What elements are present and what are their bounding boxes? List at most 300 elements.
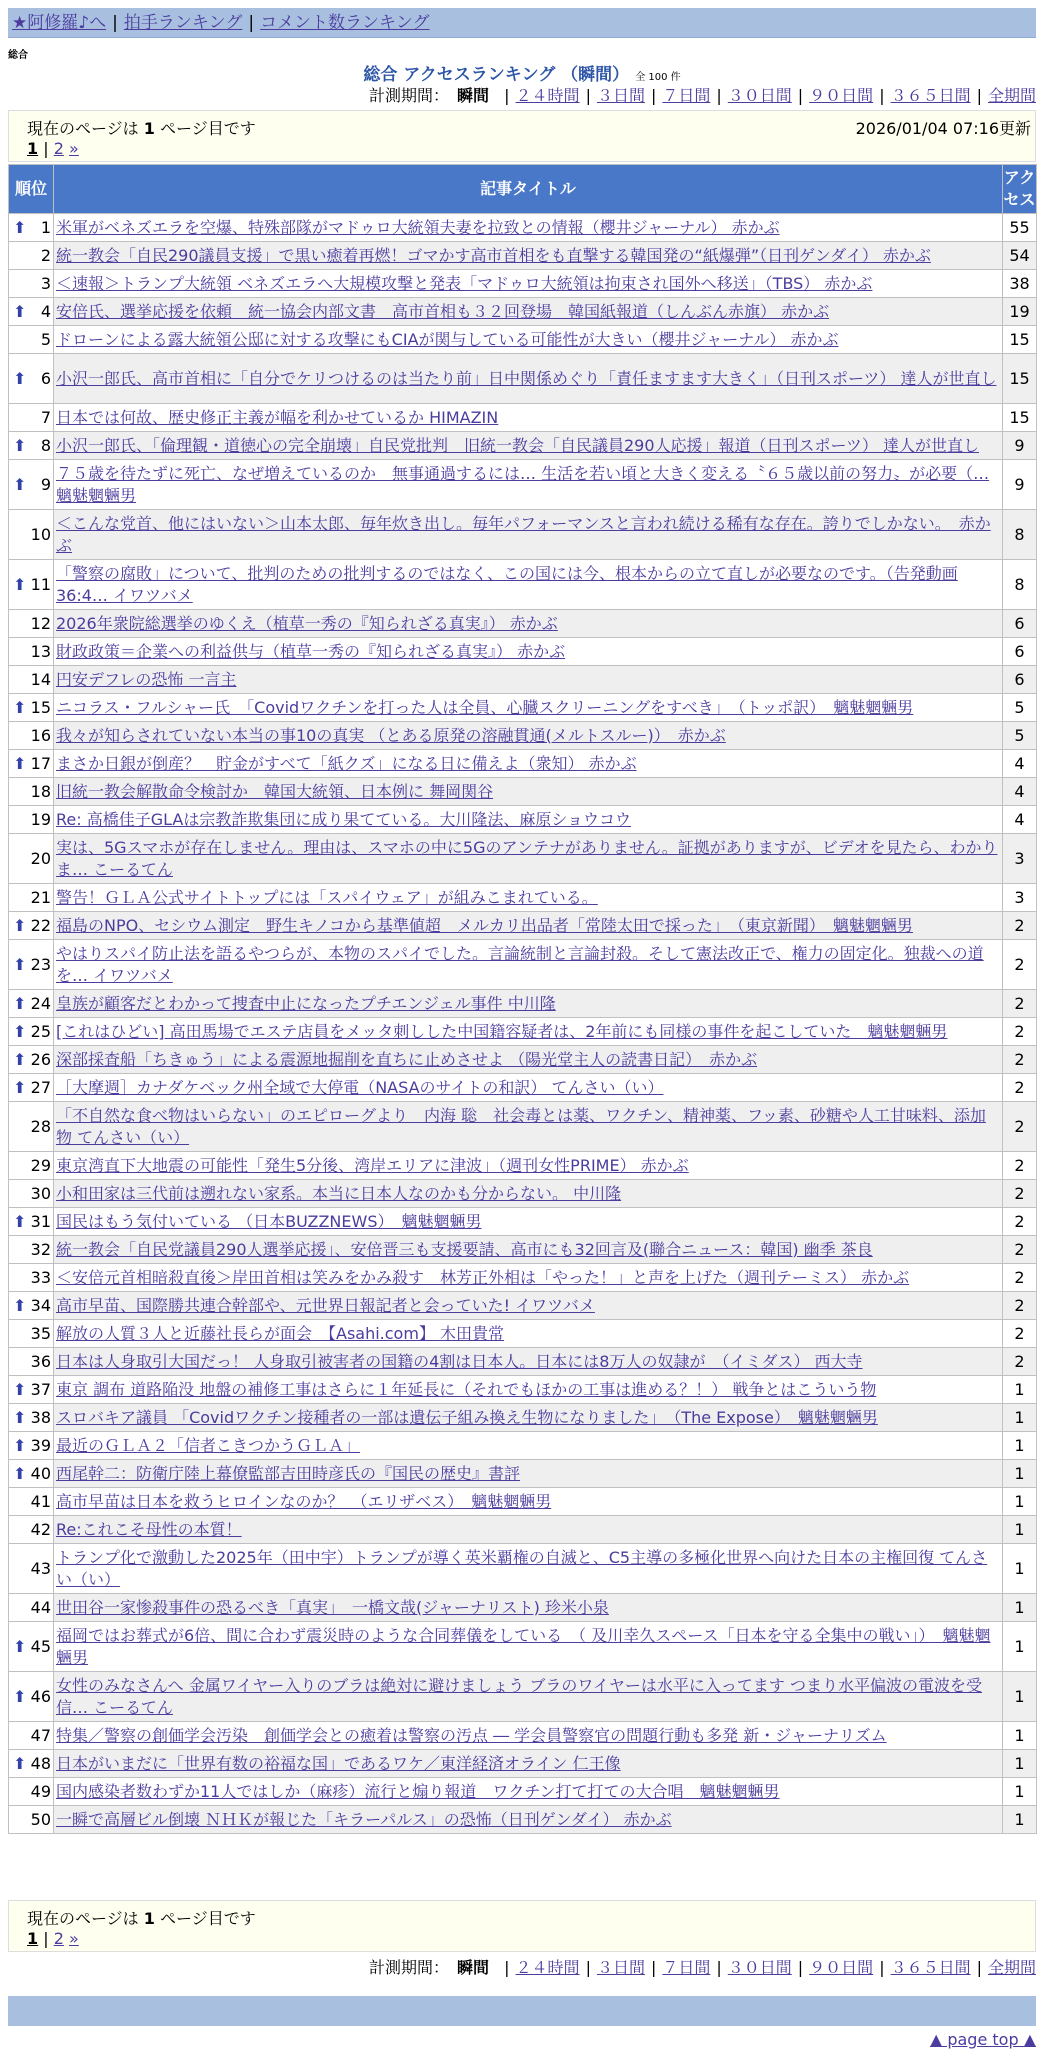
title-cell	[54, 638, 1003, 666]
rank-number: 45	[30, 1637, 51, 1656]
article-title-link[interactable]: 小和田家は三代前は遡れない家系。本当に日本人なのかも分からない。 中川隆	[56, 1183, 622, 1203]
access-count: 1	[1003, 1488, 1037, 1516]
period-links	[498, 86, 1036, 105]
article-title-link[interactable]: トランプ化で激動した2025年（田中宇）トランプが導く英米覇権の自滅と、C5主導の多極化世界へ向けた日本の主権回復 てんさい（い）	[56, 1547, 988, 1589]
page-numbers: 1 | 2 »	[27, 139, 79, 158]
article-title-link[interactable]: 円安デフレの恐怖 一言主	[56, 669, 237, 689]
article-title-link[interactable]: 福岡ではお葬式が6倍、間に合わず震災時のような合同葬儀をしている （ 及川幸久スペース「日本を守る全集中の戦い」） 魑魅魍魎男	[56, 1625, 991, 1667]
period-separator: |	[797, 1958, 804, 1977]
table-row	[9, 1292, 1037, 1320]
rank-number: 20	[30, 849, 51, 868]
article-title-link[interactable]: スロバキア議員 「Covidワクチン接種者の一部は遺伝子組み換え生物になりました」 （The Expose） 魑魅魍魎男	[56, 1407, 878, 1427]
period-link[interactable]: ２４時間	[515, 86, 580, 105]
rank-number: 43	[30, 1559, 51, 1578]
rank-number: 32	[30, 1240, 51, 1259]
article-title-link[interactable]: 「不自然な食べ物はいらない」のエピローグより 内海 聡 社会毒とは薬、ワクチン、精神薬、フッ素、砂糖や人工甘味料、添加物 てんさい（い）	[56, 1105, 986, 1147]
title-cell	[54, 560, 1003, 610]
table-row	[9, 1348, 1037, 1376]
access-count: 1	[1003, 1432, 1037, 1460]
period-separator: |	[585, 86, 591, 105]
next-page-link[interactable]: »	[68, 1929, 79, 1948]
title-cell	[54, 1672, 1003, 1722]
article-title-link[interactable]: [これはひどい] 高田馬場でエステ店員をメッタ刺しした中国籍容疑者は、2年前にも同様の事件を起こしていた 魑魅魍魎男	[56, 1021, 948, 1041]
rank-number: 5	[40, 330, 51, 349]
rank-cell	[9, 1750, 54, 1778]
comment-ranking-link[interactable]: コメント数ランキング	[260, 13, 430, 33]
access-count: 5	[1003, 694, 1037, 722]
access-count: 55	[1003, 214, 1037, 242]
period-link[interactable]: 全期間	[987, 86, 1036, 105]
rank-number: 36	[30, 1352, 51, 1371]
period-separator: |	[504, 86, 510, 105]
period-separator: |	[650, 1958, 657, 1977]
access-count: 8	[1003, 560, 1037, 610]
period-selector	[369, 86, 1036, 106]
rank-cell	[9, 1404, 54, 1432]
rank-number: 2	[40, 246, 51, 265]
rank-number: 44	[30, 1598, 51, 1617]
page-top-link[interactable]: ▲ page top ▲	[929, 2030, 1036, 2049]
title-cell	[54, 1750, 1003, 1778]
article-title-link[interactable]: 我々が知らされていない本当の事10の真実 （とある原発の溶融貫通(メルトスルー)） 赤かぶ	[56, 725, 726, 745]
rank-number: 42	[30, 1520, 51, 1539]
period-link[interactable]: ７日間	[662, 86, 711, 105]
article-title-link[interactable]: 福島のNPO、セシウム測定 野生キノコから基準値超 メルカリ出品者「常陸太田で採った」 （東京新聞） 魑魅魍魎男	[56, 915, 913, 935]
nav-separator: |	[112, 13, 118, 33]
footer-bar	[8, 1996, 1036, 2026]
article-title-link[interactable]: 日本では何故、歴史修正主義が幅を利かせているか HIMAZIN	[56, 407, 499, 427]
title-cell	[54, 1018, 1003, 1046]
article-title-link[interactable]: 特集／警察の創価学会汚染 創価学会との癒着は警察の汚点 ― 学会員警察官の問題行動も多発 新・ジャーナリズム	[56, 1725, 887, 1745]
title-cell	[54, 1432, 1003, 1460]
table-row	[9, 1018, 1037, 1046]
current-page-text	[27, 116, 256, 139]
rank-up-arrow-icon: ⬆	[13, 369, 27, 388]
rank-cell	[9, 722, 54, 750]
access-count: 2	[1003, 1152, 1037, 1180]
article-title-link[interactable]: ＜安倍元首相暗殺直後＞岸田首相は笑みをかみ殺す 林芳正外相は「やった！」と声を上げた（週刊テーミス） 赤かぶ	[56, 1267, 910, 1287]
period-link[interactable]: ２４時間	[515, 1958, 580, 1977]
title-cell	[54, 666, 1003, 694]
article-title-link[interactable]: 国民はもう気付いている （日本BUZZNEWS） 魑魅魍魎男	[56, 1211, 482, 1231]
period-link[interactable]: ３０日間	[727, 86, 792, 105]
period-link[interactable]: ３日間	[596, 86, 645, 105]
access-count: 2	[1003, 1046, 1037, 1074]
article-title-link[interactable]: 小沢一郎氏、高市首相に「自分でケリつけるのは当たり前」日中関係めぐり「責任ますます大きく」（日刊スポーツ） 達人が世直し	[56, 368, 997, 388]
title-cell	[54, 242, 1003, 270]
period-link[interactable]: ９０日間	[809, 86, 874, 105]
article-title-link[interactable]: 国内感染者数わずか11人ではしか（麻疹）流行と煽り報道 ワクチン打て打ての大合唱 魑魅魍魎男	[56, 1781, 780, 1801]
table-row	[9, 1806, 1037, 1834]
rank-number: 12	[30, 614, 51, 633]
table-row	[9, 404, 1037, 432]
access-count: 1	[1003, 1750, 1037, 1778]
article-title-link[interactable]: 解放の人質３人と近藤社長らが面会 【Asahi.com】 木田貴常	[56, 1323, 505, 1343]
title-cell	[54, 404, 1003, 432]
home-link[interactable]: ★阿修羅♪へ	[12, 13, 107, 33]
title-cell	[54, 806, 1003, 834]
rank-cell	[9, 1376, 54, 1404]
title-cell	[54, 1806, 1003, 1834]
rank-number: 21	[30, 888, 51, 907]
rank-up-arrow-icon: ⬆	[13, 1754, 27, 1773]
table-row	[9, 510, 1037, 560]
rank-number: 47	[30, 1726, 51, 1745]
article-title-link[interactable]: 西尾幹二：防衛庁陸上幕僚監部吉田時彦氏の『国民の歴史』書評	[56, 1463, 521, 1483]
rank-number: 29	[30, 1156, 51, 1175]
article-title-link[interactable]: Re: 高橋佳子GLAは宗教詐欺集団に成り果てている。大川隆法、麻原ショウコウ	[56, 809, 632, 829]
table-row	[9, 1432, 1037, 1460]
header-rank: 順位	[9, 165, 54, 214]
rank-cell	[9, 1432, 54, 1460]
title-cell	[54, 1292, 1003, 1320]
rank-up-arrow-icon: ⬆	[13, 1380, 27, 1399]
rank-number: 10	[30, 525, 51, 544]
table-row	[9, 1516, 1037, 1544]
applause-ranking-link[interactable]: 拍手ランキング	[123, 13, 243, 33]
rank-cell	[9, 354, 54, 404]
rank-number: 8	[40, 436, 51, 455]
rank-cell	[9, 1074, 54, 1102]
access-count: 1	[1003, 1460, 1037, 1488]
access-count: 6	[1003, 666, 1037, 694]
title-cell	[54, 1348, 1003, 1376]
rank-cell	[9, 806, 54, 834]
table-row	[9, 694, 1037, 722]
rank-number: 1	[40, 218, 51, 237]
page-prefix: 現在のページは	[27, 1909, 139, 1928]
access-count: 1	[1003, 1376, 1037, 1404]
rank-cell	[9, 1778, 54, 1806]
rank-number: 39	[30, 1436, 51, 1455]
rank-cell	[9, 242, 54, 270]
page-title-text: 総合 アクセスランキング （瞬間）	[363, 65, 630, 85]
table-row	[9, 326, 1037, 354]
rank-cell	[9, 1806, 54, 1834]
access-count: 1	[1003, 1544, 1037, 1594]
article-title-link[interactable]: 東京湾直下大地震の可能性「発生5分後、湾岸エリアに津波」（週刊女性PRIME） 赤かぶ	[56, 1155, 689, 1175]
page-2-link[interactable]: 2	[53, 1929, 64, 1948]
article-title-link[interactable]: 2026年衆院総選挙のゆくえ（植草一秀の『知られざる真実』） 赤かぶ	[56, 613, 558, 633]
rank-number: 50	[30, 1810, 51, 1829]
rank-up-arrow-icon: ⬆	[13, 1464, 27, 1483]
title-cell	[54, 214, 1003, 242]
period-separator: |	[716, 1958, 722, 1977]
access-count: 1	[1003, 1594, 1037, 1622]
period-separator: |	[976, 1958, 982, 1977]
rank-cell	[9, 460, 54, 510]
title-cell	[54, 610, 1003, 638]
table-row	[9, 242, 1037, 270]
title-cell	[54, 778, 1003, 806]
access-count: 8	[1003, 510, 1037, 560]
title-cell	[54, 1046, 1003, 1074]
period-link[interactable]: ３０日間	[727, 1958, 792, 1977]
rank-cell	[9, 1722, 54, 1750]
article-title-link[interactable]: 深部採査船「ちきゅう」による震源地掘削を直ちに止めさせよ （陽光堂主人の読書日記） 赤かぶ	[56, 1049, 758, 1069]
period-link[interactable]: 全期間	[987, 1958, 1036, 1977]
title-cell	[54, 1320, 1003, 1348]
period-link[interactable]: ３６５日間	[890, 86, 971, 105]
rank-cell	[9, 326, 54, 354]
access-count: 1	[1003, 1778, 1037, 1806]
rank-up-arrow-icon: ⬆	[13, 302, 27, 321]
rank-number: 37	[30, 1380, 51, 1399]
access-count: 2	[1003, 1102, 1037, 1152]
access-count: 2	[1003, 1320, 1037, 1348]
title-cell	[54, 694, 1003, 722]
rank-cell	[9, 560, 54, 610]
rank-up-arrow-icon: ⬆	[13, 1637, 27, 1656]
period-separator: |	[797, 86, 804, 105]
article-title-link[interactable]: 実は、5Gスマホが存在しません。理由は、スマホの中に5Gのアンテナがありません。証拠がありますが、ビデオを見たら、わかりま… こーるてん	[56, 837, 998, 879]
title-cell	[54, 1460, 1003, 1488]
article-title-link[interactable]: ドローンによる露大統領公邸に対する攻撃にもCIAが関与している可能性が大きい（櫻井ジャーナル） 赤かぶ	[56, 329, 839, 349]
table-row	[9, 1404, 1037, 1432]
article-title-link[interactable]: 一瞬で高層ビル倒壊 ＮＨＫが報じた「キラーパルス」の恐怖（日刊ゲンダイ） 赤かぶ	[56, 1809, 672, 1829]
article-title-link[interactable]: 世田谷一家惨殺事件の恐るべき「真実」 一橋文哉(ジャーナリスト) 珍米小泉	[56, 1597, 609, 1617]
article-title-link[interactable]: 警告！ＧＬＡ公式サイトトップには「スパイウェア」が組みこまれている。	[56, 887, 598, 907]
access-count: 2	[1003, 990, 1037, 1018]
ranking-table	[8, 164, 1037, 1834]
title-cell	[54, 1488, 1003, 1516]
access-count: 54	[1003, 242, 1037, 270]
rank-up-arrow-icon: ⬆	[13, 916, 27, 935]
access-count: 9	[1003, 460, 1037, 510]
table-row	[9, 806, 1037, 834]
title-cell	[54, 1778, 1003, 1806]
rank-number: 40	[30, 1464, 51, 1483]
article-title-link[interactable]: まさか日銀が倒産？ 貯金がすべて「紙クズ」になる日に備えよ（衆知） 赤かぶ	[56, 753, 637, 773]
rank-number: 35	[30, 1324, 51, 1343]
page-suffix: ページ目です	[160, 1909, 256, 1928]
period-separator: |	[879, 86, 885, 105]
article-title-link[interactable]: 小沢一郎氏、「倫理観・道徳心の完全崩壊」自民党批判 旧統一教会「自民議員290人応援」報道（日刊スポーツ） 達人が世直し	[56, 435, 979, 455]
rank-cell	[9, 214, 54, 242]
article-title-link[interactable]: 安倍氏、選挙応援を依頼 統一協会内部文書 高市首相も３２回登場 韓国紙報道（しんぶん赤旗） 赤かぶ	[56, 301, 830, 321]
access-count: 1	[1003, 1622, 1037, 1672]
next-page-link[interactable]: »	[68, 139, 79, 158]
category-label: 総合	[8, 50, 28, 61]
article-title-link[interactable]: 東京 調布 道路陥没 地盤の補修工事はさらに１年延長に（それでもほかの工事は進める？！） 戦争とはこういう物	[56, 1379, 877, 1399]
access-count: 2	[1003, 1018, 1037, 1046]
rank-number: 19	[30, 810, 51, 829]
article-title-link[interactable]: 日本は人身取引大国だっ！ 人身取引被害者の国籍の4割は日本人。日本には8万人の奴隷が （イミダス） 西大寺	[56, 1351, 863, 1371]
rank-up-arrow-icon: ⬆	[13, 1078, 27, 1097]
page-title	[0, 60, 1044, 85]
rank-number: 33	[30, 1268, 51, 1287]
table-row	[9, 1722, 1037, 1750]
rank-up-arrow-icon: ⬆	[13, 218, 27, 237]
table-row	[9, 1778, 1037, 1806]
rank-number: 18	[30, 782, 51, 801]
article-title-link[interactable]: 統一教会「自民290議員支援」で黒い癒着再燃！ゴマかす高市首相をも直撃する韓国発の“紙爆弾”（日刊ゲンダイ） 赤かぶ	[56, 245, 931, 265]
rank-cell	[9, 432, 54, 460]
rank-up-arrow-icon: ⬆	[13, 1296, 27, 1315]
title-cell	[54, 1376, 1003, 1404]
title-cell	[54, 270, 1003, 298]
rank-number: 15	[30, 698, 51, 717]
rank-cell	[9, 666, 54, 694]
rank-cell	[9, 1320, 54, 1348]
title-cell	[54, 1074, 1003, 1102]
access-count: 3	[1003, 884, 1037, 912]
rank-number: 24	[30, 994, 51, 1013]
table-row	[9, 666, 1037, 694]
period-link[interactable]: ３日間	[596, 1958, 645, 1977]
article-title-link[interactable]: ［大摩週］カナダケベック州全域で大停電（NASAのサイトの和訳） てんさい（い）	[56, 1077, 664, 1097]
period-link[interactable]: ７日間	[662, 1958, 711, 1977]
title-cell	[54, 460, 1003, 510]
rank-cell	[9, 1348, 54, 1376]
access-count: 1	[1003, 1672, 1037, 1722]
article-title-link[interactable]: やはりスパイ防止法を語るやつらが、本物のスパイでした。言論統制と言論封殺。そして憲法改正で、権力の固定化。独裁への道を… イワツバメ	[56, 943, 984, 985]
updated-timestamp: 2026/01/04 07:16更新	[855, 119, 1031, 138]
rank-cell	[9, 1046, 54, 1074]
article-title-link[interactable]: 日本がいまだに「世界有数の裕福な国」であるワケ／東洋経済オライン 仁王像	[56, 1753, 621, 1773]
title-cell	[54, 1236, 1003, 1264]
total-count: 全 100 件	[635, 72, 681, 83]
article-title-link[interactable]: 女性のみなさんへ 金属ワイヤー入りのブラは絶対に避けましょう ブラのワイヤーは水平に入ってます つまり水平偏波の電波を受信… こーるてん	[56, 1675, 982, 1717]
rank-cell	[9, 1236, 54, 1264]
title-cell	[54, 834, 1003, 884]
article-title-link[interactable]: ＜こんな党首、他にはいない＞山本太郎、毎年炊き出し。毎年パフォーマンスと言われ続ける稀有な存在。誇りでしかない。 赤かぶ	[56, 513, 991, 555]
article-title-link[interactable]: ７５歳を待たずに死亡、なぜ増えているのか 無事通過するには… 生活を若い頃と大きく変える〝６５歳以前の努力〟が必要（… 魑魅魍魎男	[56, 463, 990, 505]
rank-cell	[9, 1292, 54, 1320]
table-row	[9, 460, 1037, 510]
rank-cell	[9, 610, 54, 638]
article-title-link[interactable]: 高市早苗は日本を救うヒロインなのか？ （エリザベス） 魑魅魍魎男	[56, 1491, 552, 1511]
title-cell	[54, 1544, 1003, 1594]
article-title-link[interactable]: 最近のＧＬＡ２「信者こきつかうＧＬＡ」	[56, 1435, 361, 1455]
rank-cell	[9, 270, 54, 298]
table-row	[9, 354, 1037, 404]
rank-cell	[9, 1102, 54, 1152]
period-link[interactable]: ３６５日間	[890, 1958, 971, 1977]
access-count: 2	[1003, 1180, 1037, 1208]
article-title-link[interactable]: 米軍がベネズエラを空爆、特殊部隊がマドゥロ大統領夫妻を拉致との情報（櫻井ジャーナル） 赤かぶ	[56, 217, 780, 237]
access-count: 1	[1003, 1806, 1037, 1834]
table-row	[9, 1046, 1037, 1074]
period-label: 計測期間：	[369, 86, 450, 105]
table-row	[9, 1236, 1037, 1264]
article-title-link[interactable]: 財政政策＝企業への利益供与（植草一秀の『知られざる真実』） 赤かぶ	[56, 641, 566, 661]
title-cell	[54, 1102, 1003, 1152]
access-count: 6	[1003, 638, 1037, 666]
rank-number: 28	[30, 1117, 51, 1136]
access-count: 19	[1003, 298, 1037, 326]
access-count: 6	[1003, 610, 1037, 638]
title-cell	[54, 510, 1003, 560]
rank-up-arrow-icon: ⬆	[13, 955, 27, 974]
rank-cell	[9, 694, 54, 722]
table-row	[9, 1622, 1037, 1672]
table-row	[9, 1152, 1037, 1180]
access-count: 15	[1003, 326, 1037, 354]
table-row	[9, 912, 1037, 940]
rank-cell	[9, 1672, 54, 1722]
table-row	[9, 298, 1037, 326]
rank-number: 4	[40, 302, 51, 321]
rank-cell	[9, 298, 54, 326]
table-row	[9, 432, 1037, 460]
rank-number: 30	[30, 1184, 51, 1203]
rank-cell	[9, 1208, 54, 1236]
table-row	[9, 270, 1037, 298]
article-title-link[interactable]: 「警察の腐敗」について、批判のための批判するのではなく、この国には今、根本からの立て直しが必要なのです。（告発動画36:4… イワツバメ	[56, 563, 958, 605]
title-cell	[54, 326, 1003, 354]
article-title-link[interactable]: 旧統一教会解散命令検討か 韓国大統領、日本例に 舞岡関谷	[56, 781, 494, 801]
period-separator: |	[504, 1958, 510, 1977]
page-2-link[interactable]: 2	[53, 139, 64, 158]
rank-number: 7	[40, 408, 51, 427]
access-count: 38	[1003, 270, 1037, 298]
table-row	[9, 1320, 1037, 1348]
rank-number: 41	[30, 1492, 51, 1511]
article-title-link[interactable]: 統一教会「自民党議員290人選挙応援」、安倍晋三も支援要請、高市にも32回言及(聯合ニュース：韓国) 幽季 茶良	[56, 1239, 873, 1259]
table-row	[9, 884, 1037, 912]
period-current: 瞬間	[457, 86, 490, 105]
rank-up-arrow-icon: ⬆	[13, 575, 27, 594]
title-cell	[54, 884, 1003, 912]
rank-number: 14	[30, 670, 51, 689]
rank-cell	[9, 1152, 54, 1180]
access-count: 3	[1003, 834, 1037, 884]
table-row	[9, 1544, 1037, 1594]
title-cell	[54, 1404, 1003, 1432]
rank-number: 31	[30, 1212, 51, 1231]
period-link[interactable]: ９０日間	[809, 1958, 874, 1977]
access-count: 2	[1003, 1074, 1037, 1102]
article-title-link[interactable]: ニコラス・フルシャー氏 「Covidワクチンを打った人は全員、心臓スクリーニングをすべき」 （トッポ訳） 魑魅魍魎男	[56, 697, 914, 717]
article-title-link[interactable]: 皇族が顧客だとわかって捜査中止になったプチエンジェル事件 中川隆	[56, 993, 556, 1013]
rank-number: 3	[40, 274, 51, 293]
access-count: 5	[1003, 722, 1037, 750]
table-row	[9, 722, 1037, 750]
rank-number: 13	[30, 642, 51, 661]
period-separator: |	[650, 86, 657, 105]
table-row	[9, 1102, 1037, 1152]
table-row	[9, 560, 1037, 610]
rank-number: 9	[40, 475, 51, 494]
rank-cell	[9, 1180, 54, 1208]
table-row	[9, 1208, 1037, 1236]
title-cell	[54, 1516, 1003, 1544]
access-count: 15	[1003, 354, 1037, 404]
title-cell	[54, 750, 1003, 778]
header-title: 記事タイトル	[54, 165, 1003, 214]
title-cell	[54, 940, 1003, 990]
article-title-link[interactable]: Re:これこそ母性の本質！	[56, 1519, 242, 1539]
page-numbers-bottom: 1 | 2 »	[27, 1929, 79, 1948]
table-row	[9, 1264, 1037, 1292]
title-cell	[54, 1152, 1003, 1180]
rank-cell	[9, 884, 54, 912]
access-count: 2	[1003, 1348, 1037, 1376]
title-cell	[54, 1180, 1003, 1208]
article-title-link[interactable]: 高市早苗、国際勝共連合幹部や、元世界日報記者と会っていた! イワツバメ	[56, 1295, 595, 1315]
article-title-link[interactable]: ＜速報＞トランプ大統領 ベネズエラへ大規模攻撃と発表「マドゥロ大統領は拘束され国外へ移送」（TBS） 赤かぶ	[56, 273, 873, 293]
rank-number: 25	[30, 1022, 51, 1041]
rank-cell	[9, 1516, 54, 1544]
title-cell	[54, 432, 1003, 460]
access-count: 9	[1003, 432, 1037, 460]
table-row	[9, 940, 1037, 990]
rank-number: 26	[30, 1050, 51, 1069]
table-row	[9, 778, 1037, 806]
title-cell	[54, 912, 1003, 940]
table-row	[9, 1594, 1037, 1622]
